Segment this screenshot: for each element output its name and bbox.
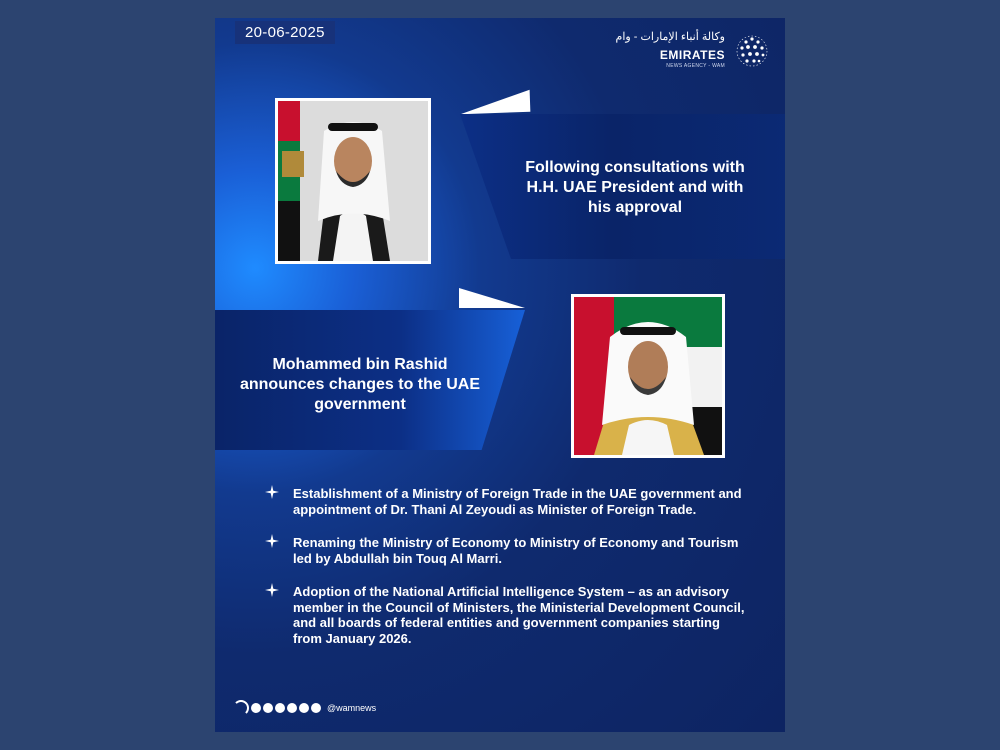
banner-mid-text: Mohammed bin Rashid announces changes to the UAE government [239, 356, 481, 413]
logo-arabic-text: وكالة أنباء الإمارات - وام [615, 31, 725, 43]
x-icon[interactable] [251, 703, 261, 713]
youtube-icon[interactable] [263, 703, 273, 713]
social-handle[interactable]: @wamnews [327, 703, 377, 713]
portrait-photo-mohammed-bin-rashid [571, 294, 725, 458]
list-item [265, 584, 745, 646]
logo-subtitle: NEWS AGENCY - WAM [666, 63, 725, 69]
news-card [215, 18, 785, 732]
bullet-text: Renaming the Ministry of Economy to Ministry of Economy and Tourism led by Abdullah bin Touq Al Marri. [293, 535, 739, 566]
tiktok-icon[interactable] [299, 703, 309, 713]
logo-english-text: EMIRATES [659, 48, 725, 62]
wam-icon[interactable] [233, 700, 249, 716]
decor-triangle-top [460, 90, 531, 114]
date-badge: 20-06-2025 [235, 21, 335, 44]
social-bar [233, 700, 376, 716]
sparkle-icon [265, 485, 279, 499]
bullet-text: Adoption of the National Artificial Intelligence System – as an advisory member in the Council of Ministers, the Ministerial Development Council, and all boards of federal entities and government companies starting from January 2026. [293, 584, 745, 646]
portrait-photo-uae-president [275, 98, 431, 264]
sparkle-icon [265, 534, 279, 548]
banner-top-text: Following consultations with H.H. UAE President and with his approval [525, 159, 745, 216]
bullet-text: Establishment of a Ministry of Foreign Trade in the UAE government and appointment of Dr. Thani Al Zeyoudi as Minister of Foreign Trade. [293, 486, 742, 517]
globe-dots-icon [735, 34, 769, 68]
list-item [265, 486, 745, 517]
decor-triangle-mid [459, 288, 525, 308]
wam-logo [615, 30, 769, 82]
bullet-list [265, 486, 745, 664]
sparkle-icon [265, 583, 279, 597]
facebook-icon[interactable] [287, 703, 297, 713]
list-item [265, 535, 745, 566]
instagram-icon[interactable] [275, 703, 285, 713]
threads-icon[interactable] [311, 703, 321, 713]
